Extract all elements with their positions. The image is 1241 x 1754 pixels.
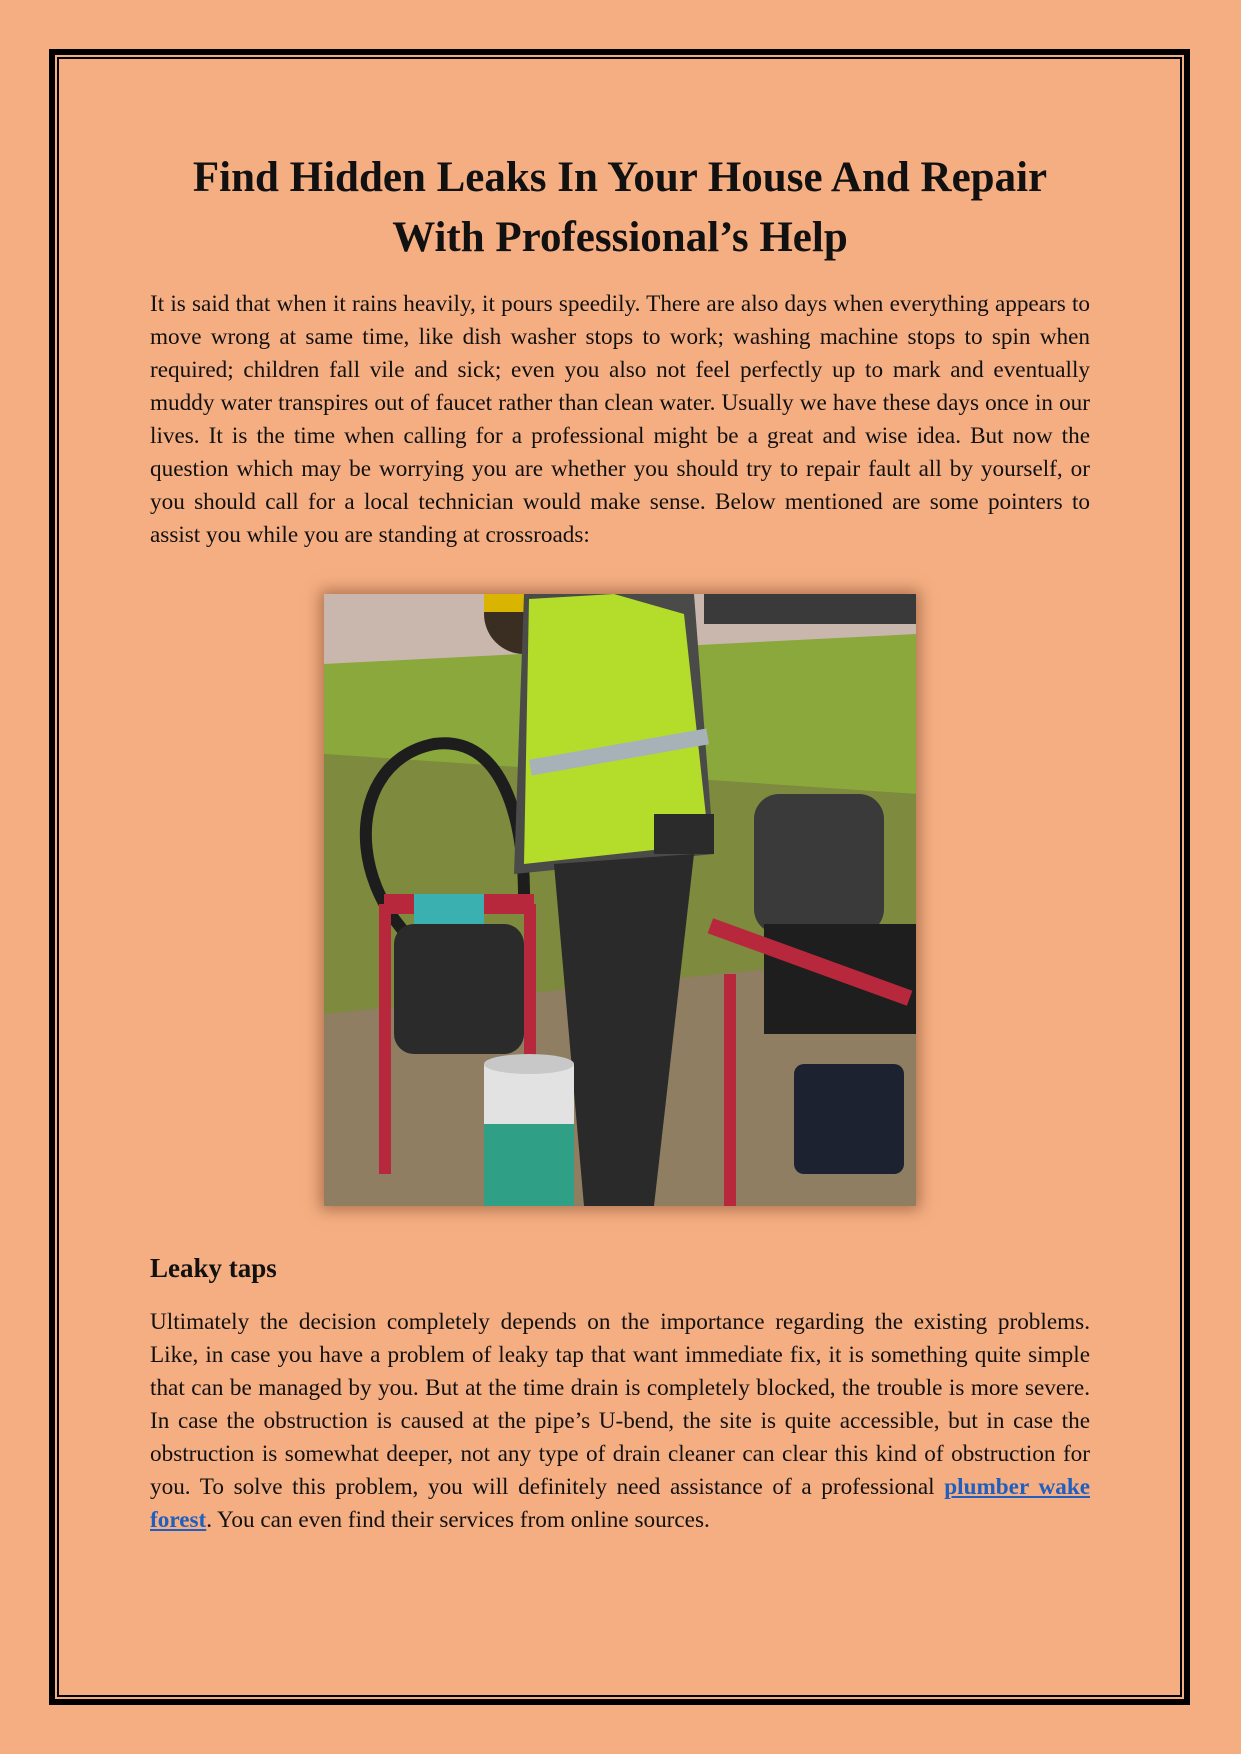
section-heading-leaky-taps: Leaky taps bbox=[150, 1253, 277, 1283]
leaky-taps-paragraph bbox=[150, 1306, 1090, 1537]
plumber-photo bbox=[324, 594, 916, 1206]
plumber-wake-forest-link[interactable]: plumber wake forest bbox=[150, 1474, 1091, 1533]
document-title: Find Hidden Leaks In Your House And Repair With Professional’s Help bbox=[192, 154, 1048, 261]
intro-paragraph: It is said that when it rains heavily, it pours speedily. There are also days when everything appears to move wrong at same time, like dish washer stops to work; washing machine stops to spin when required; children fall vile and sick; even you also not feel perfectly up to mark and eventually muddy water transpires out of faucet rather than clean water. Usually we have these days once in our lives. It is the time when calling for a professional might be a great and wise idea. But now the question which may be worrying you are whether you should try to repair fault all by yourself, or you should call for a local technician would make sense. Below mentioned are some pointers to assist you while you are standing at crossroads: bbox=[150, 291, 1090, 548]
document-content bbox=[150, 148, 1090, 1537]
leaky-taps-text-after-link: . You can even find their services from online sources. bbox=[206, 1507, 710, 1533]
leaky-taps-text-before-link: Ultimately the decision completely depends on the importance regarding the existing problems. Like, in case you have a problem of leaky tap that want immediate fix, it is something quite simple that can be managed by you. But at the time drain is completely blocked, the trouble is more severe. In case the obstruction is caused at the pipe’s U-bend, the site is quite accessible, but in case the obstruction is somewhat deeper, not any type of drain cleaner can clear this kind of obstruction for you. To solve this problem, you will definitely need assistance of a professional bbox=[150, 1309, 1090, 1500]
plumber-photo-illustration bbox=[324, 594, 916, 1206]
